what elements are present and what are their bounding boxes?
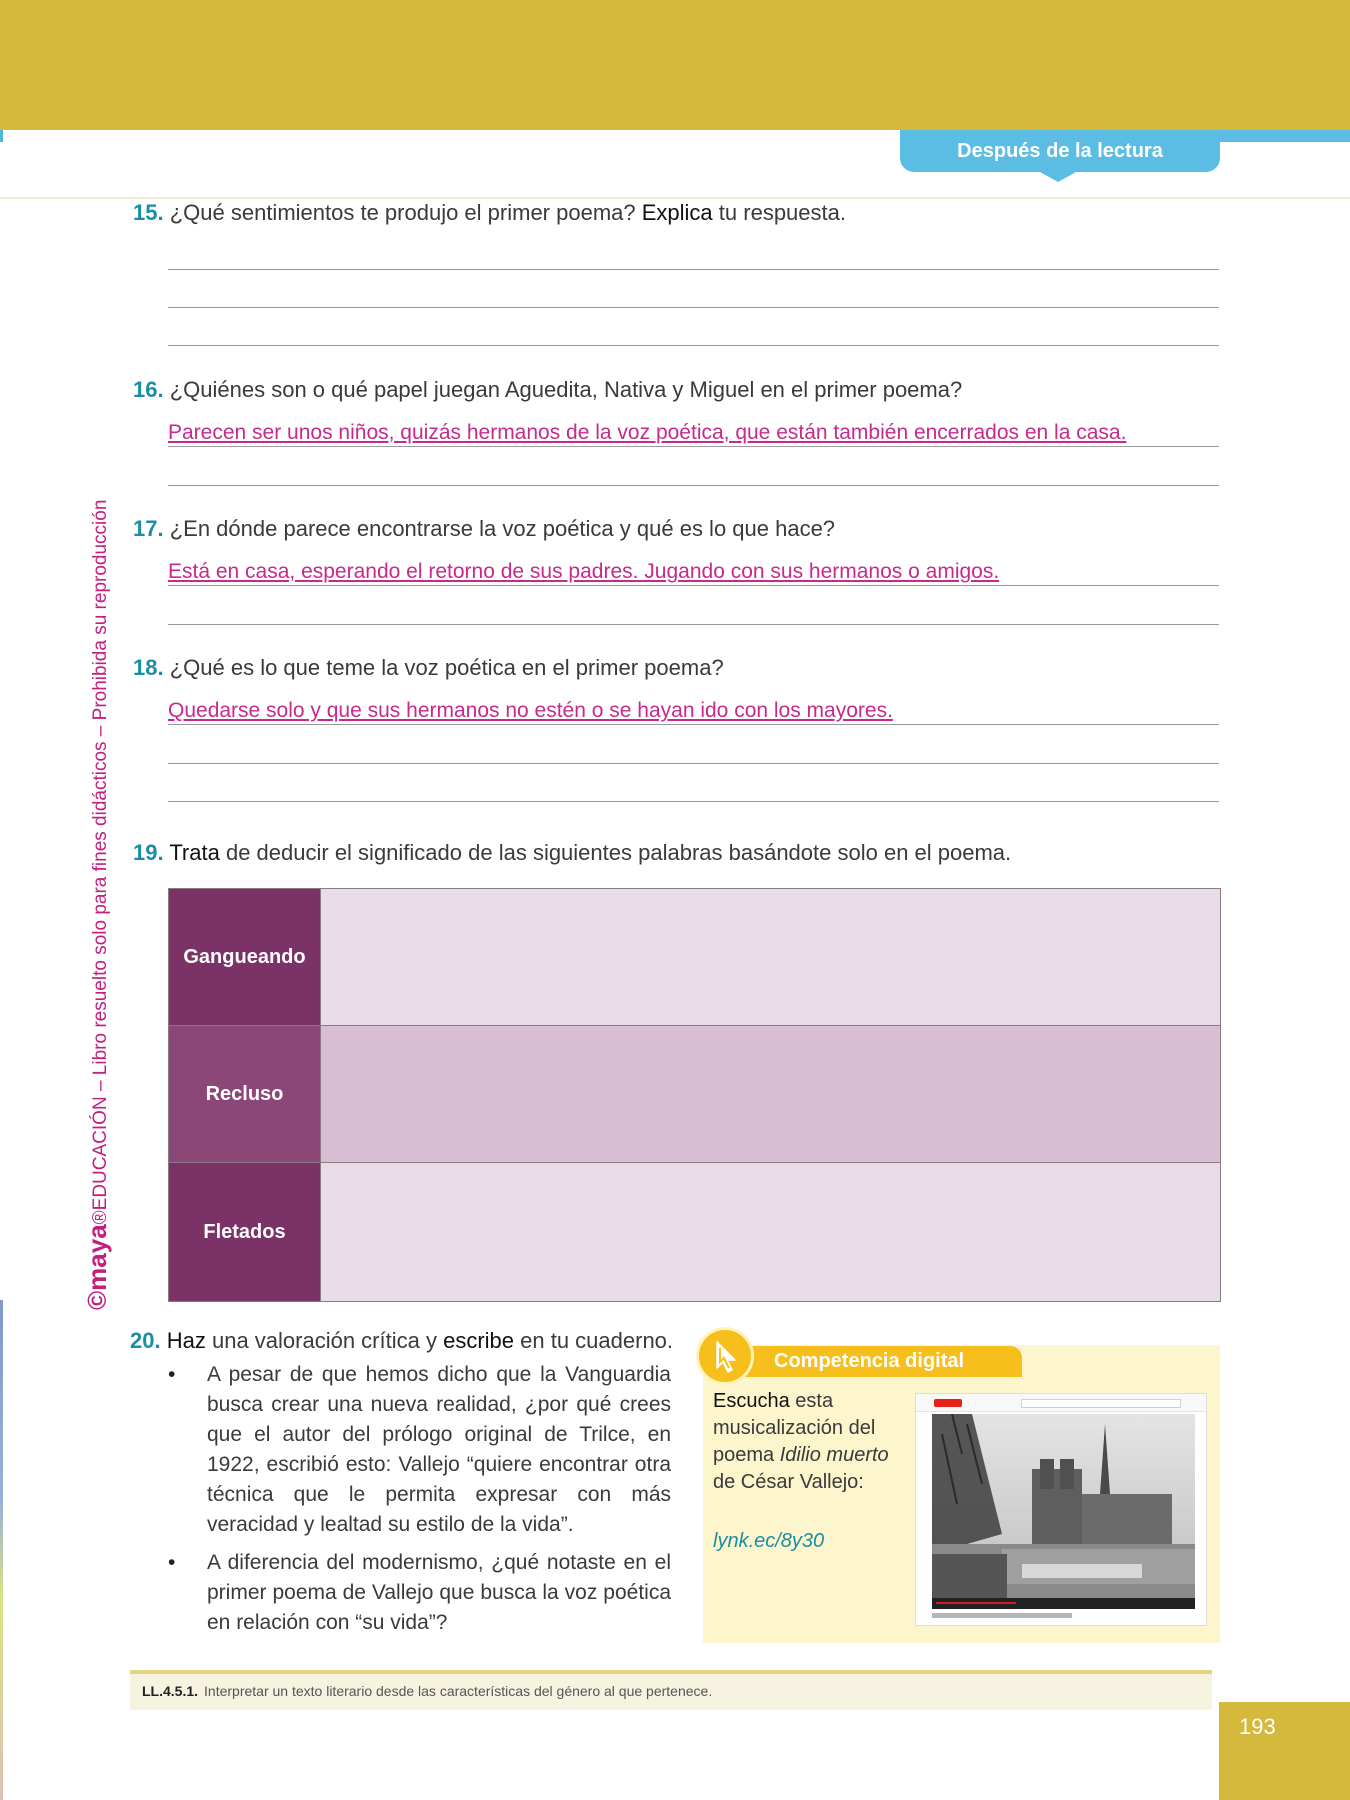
answer-line[interactable]: [168, 446, 1219, 447]
digital-text: esta musicalización del poema: [713, 1390, 876, 1466]
vocabulary-table: [168, 888, 1221, 1302]
video-search-box: [1021, 1399, 1181, 1408]
question-16: [133, 377, 962, 403]
vocabulary-word: Recluso: [169, 1026, 321, 1162]
video-site-bar: [916, 1394, 1206, 1412]
question-keyword: Trata: [169, 840, 220, 865]
digital-link[interactable]: lynk.ec/8y30: [713, 1530, 825, 1552]
bullet-item: • A pesar de que hemos dicho que la Vanguardia busca crear una nueva realidad, ¿por qué crees que el autor del prólogo original de Trilce, en 1922, escribió esto: Vallejo “quiere encontrar otra técnica que le permita expresar con más veracidad y lealtad su estilo de la vida”.: [168, 1360, 671, 1540]
question-text: ¿Qué sentimientos te produjo el primer poema?: [169, 200, 636, 225]
question-text: ¿En dónde parece encontrarse la voz poética y qué es lo que hace?: [169, 516, 836, 541]
page-number-box: [1219, 1702, 1350, 1800]
question-17: [133, 516, 835, 542]
answer-text: Está en casa, esperando el retorno de sus padres. Jugando con sus hermanos o amigos.: [168, 560, 1000, 583]
digital-instructions: [713, 1388, 903, 1496]
digital-text-2: de César Vallejo:: [713, 1471, 864, 1493]
section-tab: Después de la lectura: [900, 130, 1220, 172]
skill-description: Interpretar un texto literario desde las características del género al que pertenece.: [204, 1683, 713, 1699]
vocabulary-word: Fletados: [169, 1163, 321, 1301]
answer-line[interactable]: [168, 345, 1219, 346]
vocabulary-row: [169, 1163, 1220, 1301]
answer-line[interactable]: [168, 585, 1219, 586]
answer-line[interactable]: [168, 624, 1219, 625]
question-20-bullets: [168, 1360, 671, 1646]
poem-title: Idilio muerto: [779, 1444, 889, 1466]
vocabulary-answer-cell[interactable]: [321, 1163, 1220, 1301]
copyright-side-text: [80, 490, 114, 1310]
question-19: [133, 840, 1011, 866]
skill-code: LL.4.5.1.: [142, 1683, 199, 1699]
question-text: una valoración crítica y: [211, 1328, 437, 1353]
tab-right-strip: [1220, 130, 1350, 142]
question-text: ¿Quiénes son o qué papel juegan Aguedita, Nativa y Miguel en el primer poema?: [169, 377, 963, 402]
vocabulary-answer-cell[interactable]: [321, 889, 1220, 1025]
question-18: [133, 655, 724, 681]
question-text-after: tu respuesta.: [718, 200, 846, 225]
top-banner: [0, 0, 1350, 130]
answer-line[interactable]: [168, 801, 1219, 802]
brand-logo-text: ©maya: [82, 1224, 112, 1310]
question-number: 18.: [133, 655, 164, 680]
question-15: [133, 200, 846, 226]
cursor-icon: [696, 1327, 754, 1385]
question-keyword: escribe: [443, 1328, 515, 1353]
footer-bar: [130, 1670, 1212, 1710]
vocabulary-row: [169, 1026, 1220, 1163]
video-screenshot[interactable]: [915, 1393, 1207, 1626]
answer-text: Quedarse solo y que sus hermanos no estén o se hayan ido con los mayores.: [168, 699, 893, 722]
question-keyword: Explica: [641, 200, 713, 225]
question-number: 19.: [133, 840, 164, 865]
vocabulary-answer-cell[interactable]: [321, 1026, 1220, 1162]
copyright-notice: ®EDUCACIÓN – Libro resuelto solo para fines didácticos – Prohibida su reproducción: [90, 499, 111, 1225]
answer-line[interactable]: [168, 307, 1219, 308]
header-rule: [0, 197, 1350, 199]
left-edge-decoration: [0, 1300, 3, 1800]
footer-skill: [142, 1683, 712, 1699]
question-number: 15.: [133, 200, 164, 225]
question-text: en tu cuaderno.: [520, 1328, 674, 1353]
digital-keyword: Escucha: [713, 1390, 790, 1412]
question-keyword: Haz: [166, 1328, 206, 1353]
answer-line[interactable]: [168, 763, 1219, 764]
bullet-item: • A diferencia del modernismo, ¿qué notaste en el primer poema de Vallejo que busca la voz poética en relación con “su vida”?: [168, 1548, 671, 1638]
answer-line[interactable]: [168, 485, 1219, 486]
vocabulary-row: [169, 889, 1220, 1026]
question-text: de deducir el significado de las siguientes palabras basándote solo en el poema.: [225, 840, 1012, 865]
question-number: 16.: [133, 377, 164, 402]
top-accent-strip: [0, 130, 3, 142]
answer-text: Parecen ser unos niños, quizás hermanos de la voz poética, que están también encerrados en la casa.: [168, 421, 1127, 444]
digital-competence-title: Competencia digital: [726, 1346, 1022, 1377]
answer-line[interactable]: [168, 269, 1219, 270]
question-text: ¿Qué es lo que teme la voz poética en el primer poema?: [169, 655, 724, 680]
question-number: 20.: [130, 1328, 161, 1353]
video-logo-icon: [934, 1399, 962, 1407]
question-20: [130, 1328, 673, 1354]
video-thumbnail[interactable]: [932, 1414, 1195, 1609]
page-number: 193: [1239, 1714, 1276, 1739]
answer-line[interactable]: [168, 724, 1219, 725]
vocabulary-word: Gangueando: [169, 889, 321, 1025]
question-number: 17.: [133, 516, 164, 541]
video-caption: [932, 1613, 1072, 1618]
